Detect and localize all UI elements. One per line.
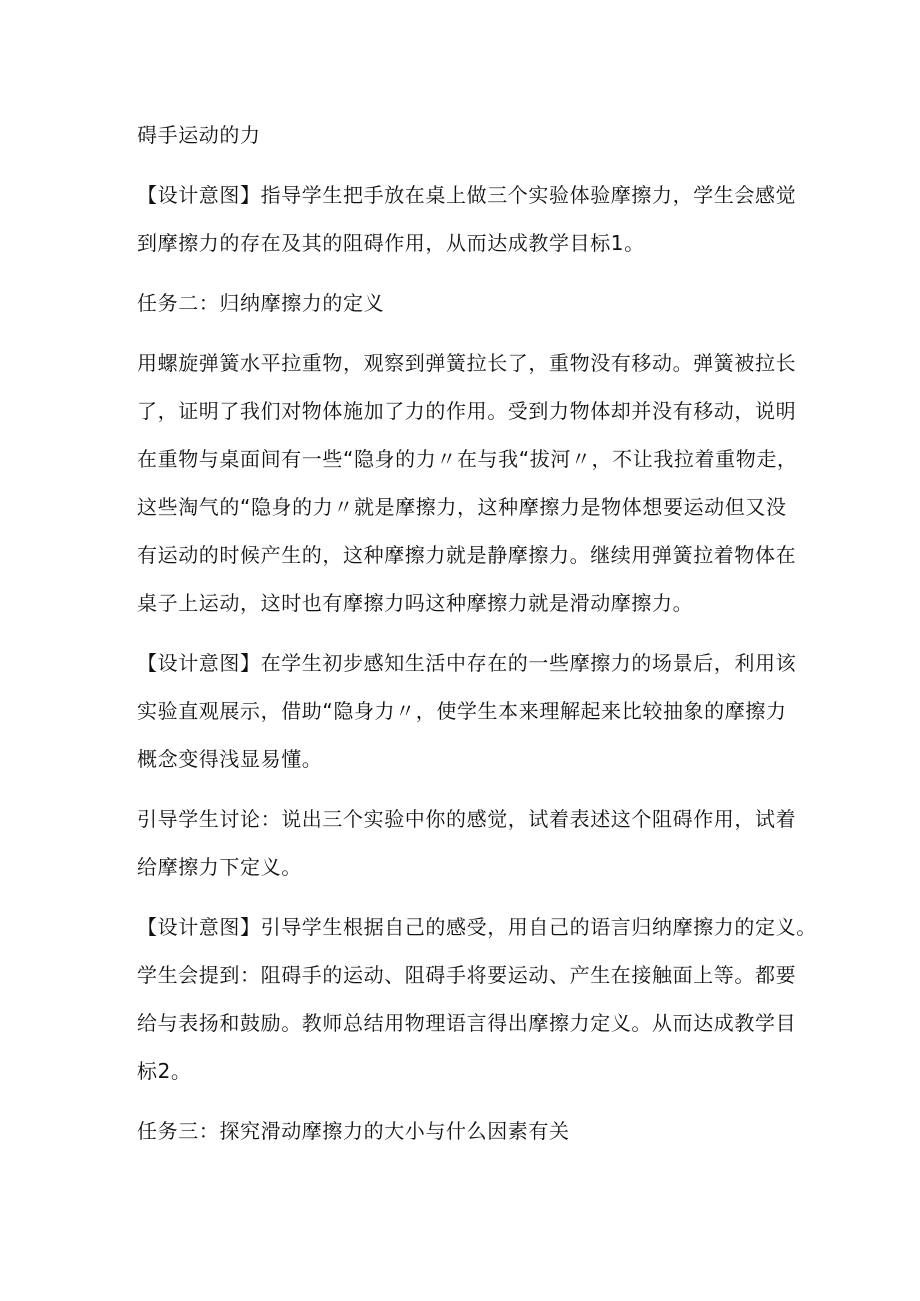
text-line: 桌子上运动，这时也有摩擦力吗这种摩擦力就是滑动摩擦力。 [137, 591, 694, 615]
text-line: 到摩擦力的存在及其的阻碍作用，从而达成教学目标1。 [137, 231, 645, 255]
text-line: 概念变得浅显易懂。 [137, 747, 323, 771]
text-line: 【设计意图】在学生初步感知生活中存在的一些摩擦力的场景后，利用该 [137, 651, 797, 675]
text-line: 【设计意图】引导学生根据自己的感受，用自己的语言归纳摩擦力的定义。 [137, 915, 817, 939]
text-line: 用螺旋弹簧水平拉重物，观察到弹簧拉长了，重物没有移动。弹簧被拉长 [137, 351, 797, 375]
text-line: 了，证明了我们对物体施加了力的作用。受到力物体却并没有移动，说明 [137, 399, 797, 423]
section-heading: 任务二：归纳摩擦力的定义 [137, 291, 385, 315]
text-line: 引导学生讨论：说出三个实验中你的感觉，试着表述这个阻碍作用，试着 [137, 807, 797, 831]
text-line: 学生会提到：阻碍手的运动、阻碍手将要运动、产生在接触面上等。都要 [137, 963, 797, 987]
text-line: 给与表扬和鼓励。教师总结用物理语言得出摩擦力定义。从而达成教学目 [137, 1011, 797, 1035]
text-line: 标2。 [137, 1059, 192, 1083]
text-line: 有运动的时候产生的，这种摩擦力就是静摩擦力。继续用弹簧拉着物体在 [137, 543, 797, 567]
text-line: 【设计意图】指导学生把手放在桌上做三个实验体验摩擦力，学生会感觉 [137, 183, 797, 207]
section-heading: 任务三：探究滑动摩擦力的大小与什么因素有关 [137, 1119, 570, 1143]
text-line: 在重物与桌面间有一些“隐身的力〃在与我“拔河〃，不让我拉着重物走， [137, 447, 798, 471]
text-line: 碍手运动的力 [137, 123, 261, 147]
text-line: 给摩擦力下定义。 [137, 855, 302, 879]
text-line: 实验直观展示，借助“隐身力〃，使学生本来理解起来比较抽象的摩擦力 [137, 699, 787, 723]
text-line: 这些淘气的“隐身的力〃就是摩擦力，这种摩擦力是物体想要运动但又没 [137, 495, 787, 519]
